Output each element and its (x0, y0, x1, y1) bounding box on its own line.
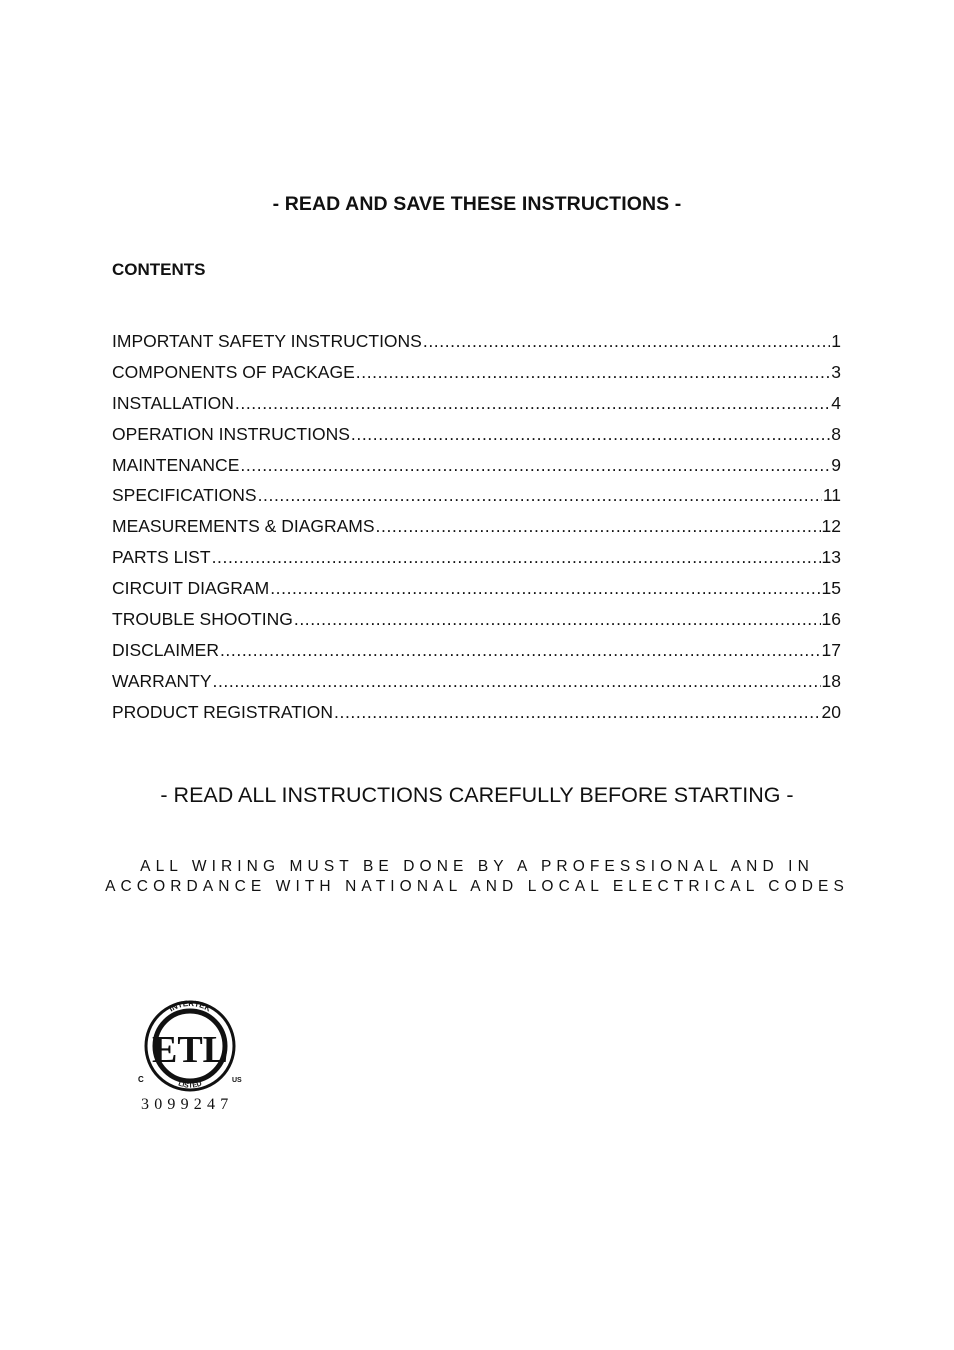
toc-entry (112, 392, 841, 423)
toc-dot-leader (294, 608, 821, 630)
toc-entry-title: INSTALLATION (112, 392, 234, 413)
read-instructions-notice: - READ ALL INSTRUCTIONS CAREFULLY BEFORE STARTING - (160, 783, 794, 807)
toc-dot-leader (351, 423, 830, 445)
toc-entry-page-number: 4 (831, 392, 841, 413)
toc-entry-page-number: 8 (831, 423, 841, 444)
toc-entry-title: OPERATION INSTRUCTIONS (112, 423, 350, 444)
toc-entry-title: COMPONENTS OF PACKAGE (112, 361, 355, 382)
toc-entry-page-number: 12 (821, 516, 841, 537)
page-heading: - READ AND SAVE THESE INSTRUCTIONS - (272, 193, 682, 215)
toc-entry-page-number: 17 (821, 639, 841, 660)
etl-listed-mark-icon (134, 1000, 250, 1092)
toc-entry (112, 423, 841, 454)
toc-entry-title: PRODUCT REGISTRATION (112, 701, 334, 722)
toc-entry-page-number: 18 (821, 670, 841, 691)
toc-entry (112, 639, 841, 670)
toc-dot-leader (334, 701, 820, 723)
wiring-notice-line-1: ALL WIRING MUST BE DONE BY A PROFESSIONAL AND IN (140, 858, 814, 875)
toc-entry-title: CIRCUIT DIAGRAM (112, 578, 270, 599)
toc-entry-title: WARRANTY (112, 670, 212, 691)
toc-entry-title: MAINTENANCE (112, 454, 240, 475)
toc-entry (112, 577, 841, 608)
toc-entry-title: SPECIFICATIONS (112, 485, 257, 506)
toc-entry-page-number: 11 (822, 485, 841, 506)
etl-mark-top-text: INTERTEK (167, 1000, 213, 1014)
toc-dot-leader (258, 484, 822, 506)
etl-mark-bottom-text: LISTED (177, 1080, 203, 1090)
toc-entry (112, 454, 841, 485)
toc-dot-leader (356, 361, 831, 383)
toc-entry-title: MEASUREMENTS & DIAGRAMS (112, 516, 375, 537)
toc-entry-page-number: 3 (831, 361, 841, 382)
etl-mark-left-text: C (138, 1075, 144, 1084)
toc-entry (112, 546, 841, 577)
toc-entry-title: TROUBLE SHOOTING (112, 609, 293, 630)
toc-dot-leader (270, 577, 820, 599)
toc-entry (112, 361, 841, 392)
toc-entry (112, 515, 841, 546)
toc-entry-title: DISCLAIMER (112, 639, 219, 660)
toc-entry-title: IMPORTANT SAFETY INSTRUCTIONS (112, 331, 422, 351)
toc-dot-leader (213, 670, 821, 692)
certification-number: 3099247 (141, 1096, 234, 1113)
toc-entry (112, 670, 841, 701)
toc-entry-page-number: 16 (821, 609, 841, 630)
toc-entry-title: PARTS LIST (112, 547, 211, 568)
toc-entry (112, 701, 841, 732)
contents-heading: CONTENTS (112, 260, 206, 279)
toc-entry-page-number: 20 (821, 701, 841, 722)
toc-dot-leader (212, 546, 821, 568)
toc-dot-leader (235, 392, 830, 414)
toc-dot-leader (423, 330, 830, 352)
wiring-notice-line-2: ACCORDANCE WITH NATIONAL AND LOCAL ELECTRICAL CODES (105, 878, 849, 895)
toc-entry-page-number: 13 (821, 547, 841, 568)
toc-entry-page-number: 9 (831, 454, 841, 475)
etl-mark-right-text: US (232, 1077, 242, 1084)
toc-dot-leader (220, 639, 821, 661)
toc-dot-leader (240, 454, 830, 476)
table-of-contents (112, 330, 841, 732)
toc-entry (112, 484, 841, 515)
toc-entry (112, 330, 841, 361)
toc-entry-page-number: 1 (831, 331, 841, 351)
wiring-notice (0, 857, 954, 897)
toc-entry (112, 608, 841, 639)
etl-mark-center-text: ETL (151, 1029, 229, 1071)
toc-dot-leader (376, 515, 821, 537)
toc-entry-page-number: 15 (821, 578, 841, 599)
